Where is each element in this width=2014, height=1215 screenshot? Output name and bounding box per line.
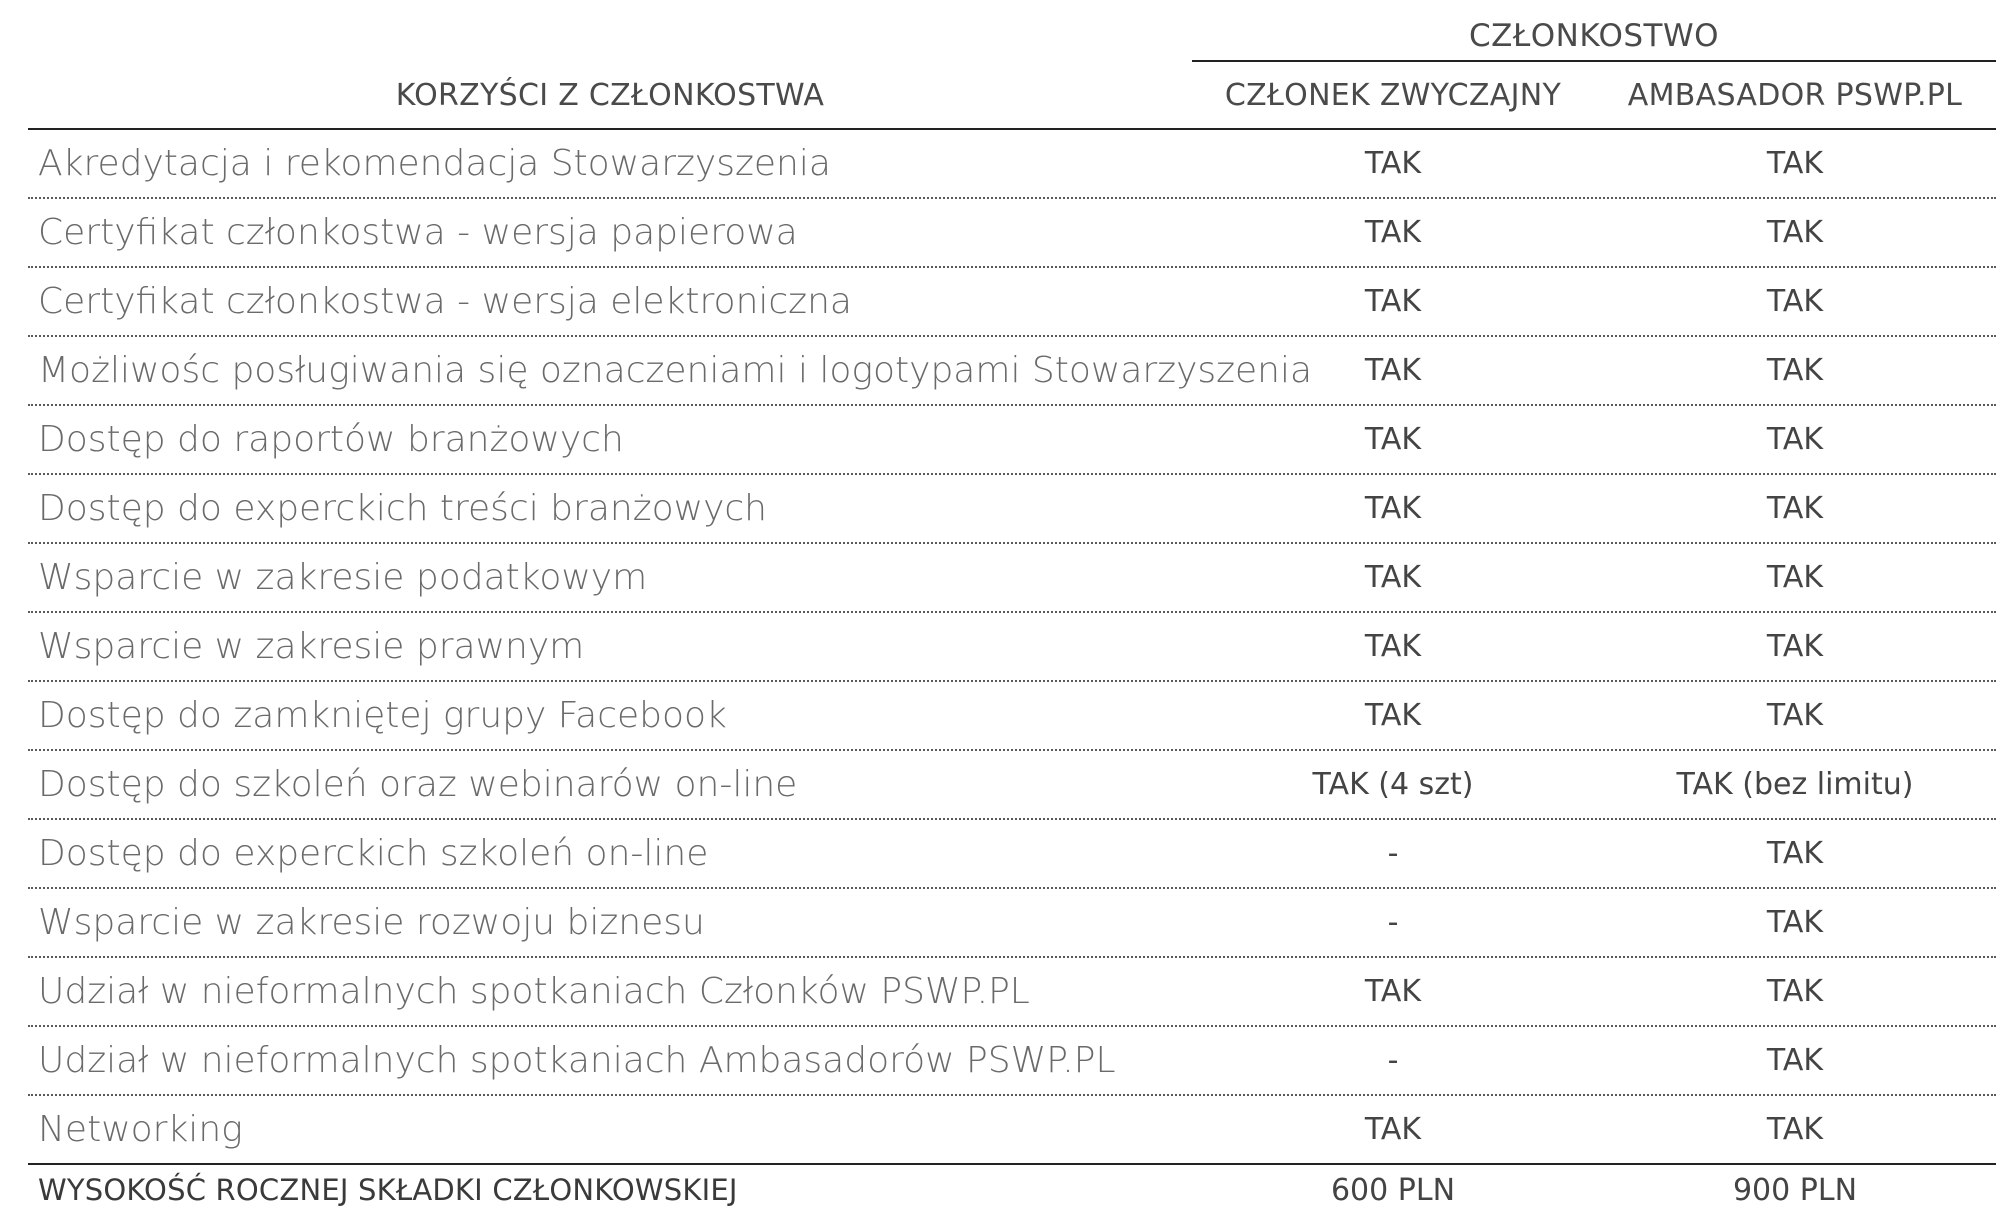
ambassador-cell: TAK (1766, 491, 1824, 526)
membership-benefits-table (28, 12, 1996, 1215)
benefit-cell: Certyfikat członkostwa - wersja elektroniczna (38, 281, 852, 322)
regular-cell: TAK (1364, 215, 1422, 250)
regular-cell: TAK (1364, 1112, 1422, 1147)
benefit-cell: Wsparcie w zakresie podatkowym (38, 557, 648, 598)
benefit-cell: Dostęp do zamkniętej grupy Facebook (38, 695, 727, 736)
benefit-cell: Certyfikat członkostwa - wersja papierowa (38, 212, 798, 253)
ambassador-cell: TAK (1766, 974, 1824, 1009)
ambassador-cell: TAK (bez limitu) (1676, 767, 1914, 802)
ambassador-cell: TAK (1766, 215, 1824, 250)
benefit-cell: Dostęp do experckich treści branżowych (38, 488, 767, 529)
ambassador-cell: TAK (1766, 698, 1824, 733)
regular-fee-value: 600 PLN (1330, 1172, 1456, 1208)
ambassador-cell: TAK (1766, 905, 1824, 940)
regular-cell: - (1387, 1043, 1399, 1078)
regular-cell: TAK (1364, 353, 1422, 388)
table-header-row (28, 62, 1996, 130)
table-row (28, 751, 1996, 820)
table-row (28, 406, 1996, 475)
ambassador-cell: TAK (1766, 353, 1824, 388)
regular-cell: TAK (1364, 284, 1422, 319)
benefit-cell: Wsparcie w zakresie prawnym (38, 626, 585, 667)
table-row (28, 1027, 1996, 1096)
regular-cell: TAK (1364, 422, 1422, 457)
ambassador-cell: TAK (1766, 836, 1824, 871)
membership-group-title: CZŁONKOSTWO (1468, 18, 1720, 54)
ambassador-cell: TAK (1766, 560, 1824, 595)
group-header (28, 12, 1996, 62)
regular-cell: TAK (1364, 698, 1422, 733)
ambassador-cell: TAK (1766, 146, 1824, 181)
table-row (28, 130, 1996, 199)
regular-cell: TAK (1364, 491, 1422, 526)
table-row (28, 820, 1996, 889)
benefit-cell: Networking (38, 1109, 243, 1150)
table-row (28, 199, 1996, 268)
benefit-cell: Dostęp do raportów branżowych (38, 419, 624, 460)
table-row (28, 337, 1996, 406)
regular-cell: TAK (1364, 146, 1422, 181)
benefit-cell: Udział w nieformalnych spotkaniach Członków PSWP.PL (38, 971, 1030, 1012)
table-row (28, 682, 1996, 751)
regular-cell: TAK (1364, 974, 1422, 1009)
regular-cell: - (1387, 905, 1399, 940)
annual-fee-label: WYSOKOŚĆ ROCZNEJ SKŁADKI CZŁONKOWSKIEJ (38, 1173, 738, 1207)
header-benefits: KORZYŚCI Z CZŁONKOSTWA (395, 77, 825, 113)
annual-fee-row (28, 1165, 1996, 1215)
regular-cell: TAK (1364, 629, 1422, 664)
regular-cell: - (1387, 836, 1399, 871)
ambassador-cell: TAK (1766, 284, 1824, 319)
ambassador-fee-value: 900 PLN (1732, 1172, 1858, 1208)
table-row (28, 958, 1996, 1027)
ambassador-cell: TAK (1766, 629, 1824, 664)
table-row (28, 268, 1996, 337)
benefit-cell: Dostęp do experckich szkoleń on-line (38, 833, 709, 874)
benefit-cell: Dostęp do szkoleń oraz webinarów on-line (38, 764, 798, 805)
table-row (28, 475, 1996, 544)
ambassador-cell: TAK (1766, 422, 1824, 457)
benefit-cell: Możliwośc posługiwania się oznaczeniami i logotypami Stowarzyszenia (38, 350, 1313, 391)
header-ambassador: AMBASADOR PSWP.PL (1627, 77, 1963, 113)
benefit-cell: Wsparcie w zakresie rozwoju biznesu (38, 902, 705, 943)
table-row (28, 613, 1996, 682)
regular-cell: TAK (1364, 560, 1422, 595)
ambassador-cell: TAK (1766, 1112, 1824, 1147)
table-row (28, 544, 1996, 613)
group-header-rule (1192, 60, 1996, 62)
benefit-cell: Akredytacja i rekomendacja Stowarzyszenia (38, 143, 831, 184)
regular-cell: TAK (4 szt) (1312, 767, 1474, 802)
header-regular-member: CZŁONEK ZWYCZAJNY (1224, 77, 1562, 113)
table-row (28, 1096, 1996, 1165)
table-row (28, 889, 1996, 958)
ambassador-cell: TAK (1766, 1043, 1824, 1078)
benefit-cell: Udział w nieformalnych spotkaniach Ambasadorów PSWP.PL (38, 1040, 1116, 1081)
